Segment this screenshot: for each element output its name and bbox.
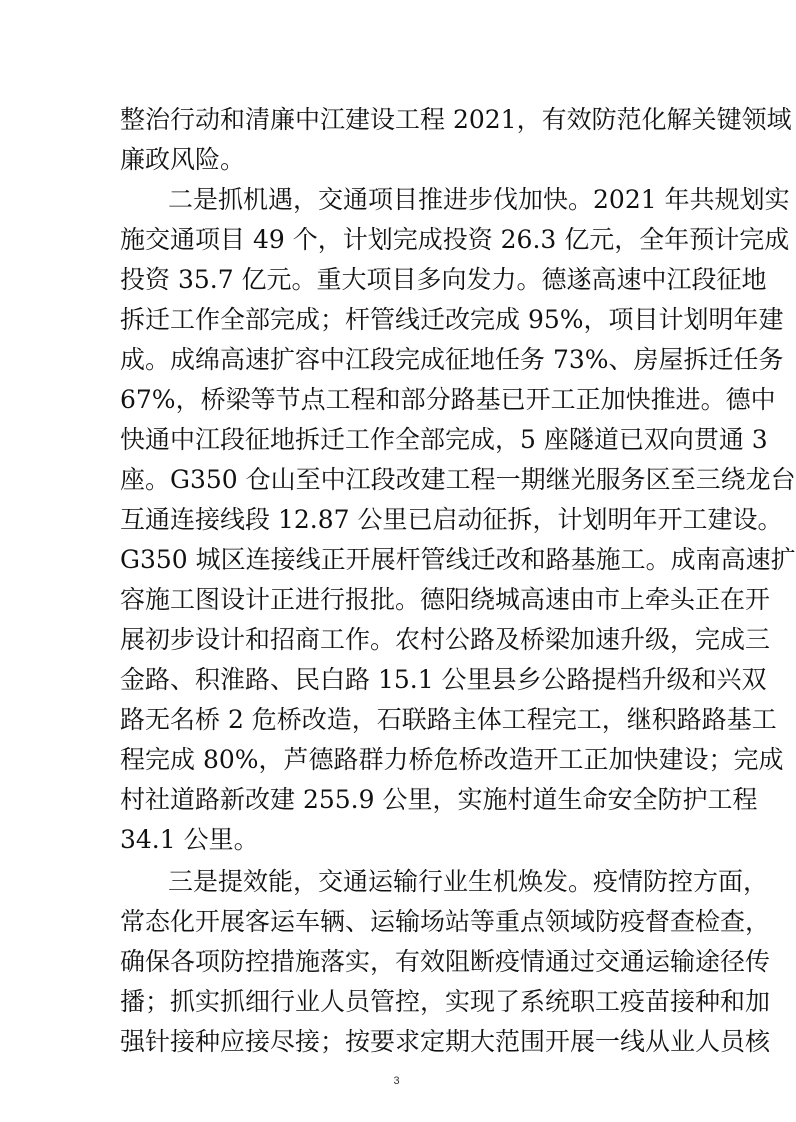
text-line: 67%，桥梁等节点工程和部分路基已开工正加快推进。德中 <box>120 385 776 414</box>
text-line: 廉政风险。 <box>120 145 246 174</box>
text-line: 常态化开展客运车辆、运输场站等重点领域防疫督查检查， <box>120 907 771 936</box>
text-line: 成。成绵高速扩容中江段完成征地任务 73%、房屋拆迁任务 <box>120 345 784 374</box>
text-line: 强针接种应接尽接；按要求定期大范围开展一线从业人员核 <box>120 1027 771 1056</box>
paragraph-start-line: 二是抓机遇，交通项目推进步伐加快。2021 年共规划实 <box>168 185 790 214</box>
text-line: 整治行动和清廉中江建设工程 2021，有效防范化解关键领域 <box>120 105 792 134</box>
text-line: 村社道路新改建 255.9 公里，实施村道生命安全防护工程 <box>120 785 758 814</box>
text-line: 施交通项目 49 个，计划完成投资 26.3 亿元，全年预计完成 <box>120 225 790 254</box>
text-line: 投资 35.7 亿元。重大项目多向发力。德遂高速中江段征地 <box>120 265 767 294</box>
text-line: 座。G350 仓山至中江段改建工程一期继光服务区至三绕龙台 <box>120 465 796 494</box>
paragraph-start-line: 三是提效能，交通运输行业生机焕发。疫情防控方面， <box>168 867 769 896</box>
text-line: 快通中江段征地拆迁工作全部完成，5 座隧道已双向贯通 3 <box>120 425 768 454</box>
text-line: 路无名桥 2 危桥改造，石联路主体工程完工，继积路路基工 <box>120 705 777 734</box>
text-line: 确保各项防控措施落实，有效阻断疫情通过交通运输途径传 <box>120 947 771 976</box>
page-number: 3 <box>393 1075 400 1087</box>
text-line: 容施工图设计正进行报批。德阳绕城高速由市上牵头正在开 <box>120 585 771 614</box>
text-line: 程完成 80%，芦德路群力桥危桥改造开工正加快建设；完成 <box>120 745 784 774</box>
text-line: G350 城区连接线正开展杆管线迁改和路基施工。成南高速扩 <box>120 545 796 574</box>
text-line: 展初步设计和招商工作。农村公路及桥梁加速升级，完成三 <box>120 625 771 654</box>
text-line: 拆迁工作全部完成；杆管线迁改完成 95%，项目计划明年建 <box>120 305 784 334</box>
text-line: 互通连接线段 12.87 公里已启动征拆，计划明年开工建设。 <box>120 505 783 534</box>
text-line: 金路、积淮路、民白路 15.1 公里县乡公路提档升级和兴双 <box>120 665 767 694</box>
text-line: 播；抓实抓细行业人员管控，实现了系统职工疫苗接种和加 <box>120 987 771 1016</box>
text-line: 34.1 公里。 <box>120 825 259 854</box>
